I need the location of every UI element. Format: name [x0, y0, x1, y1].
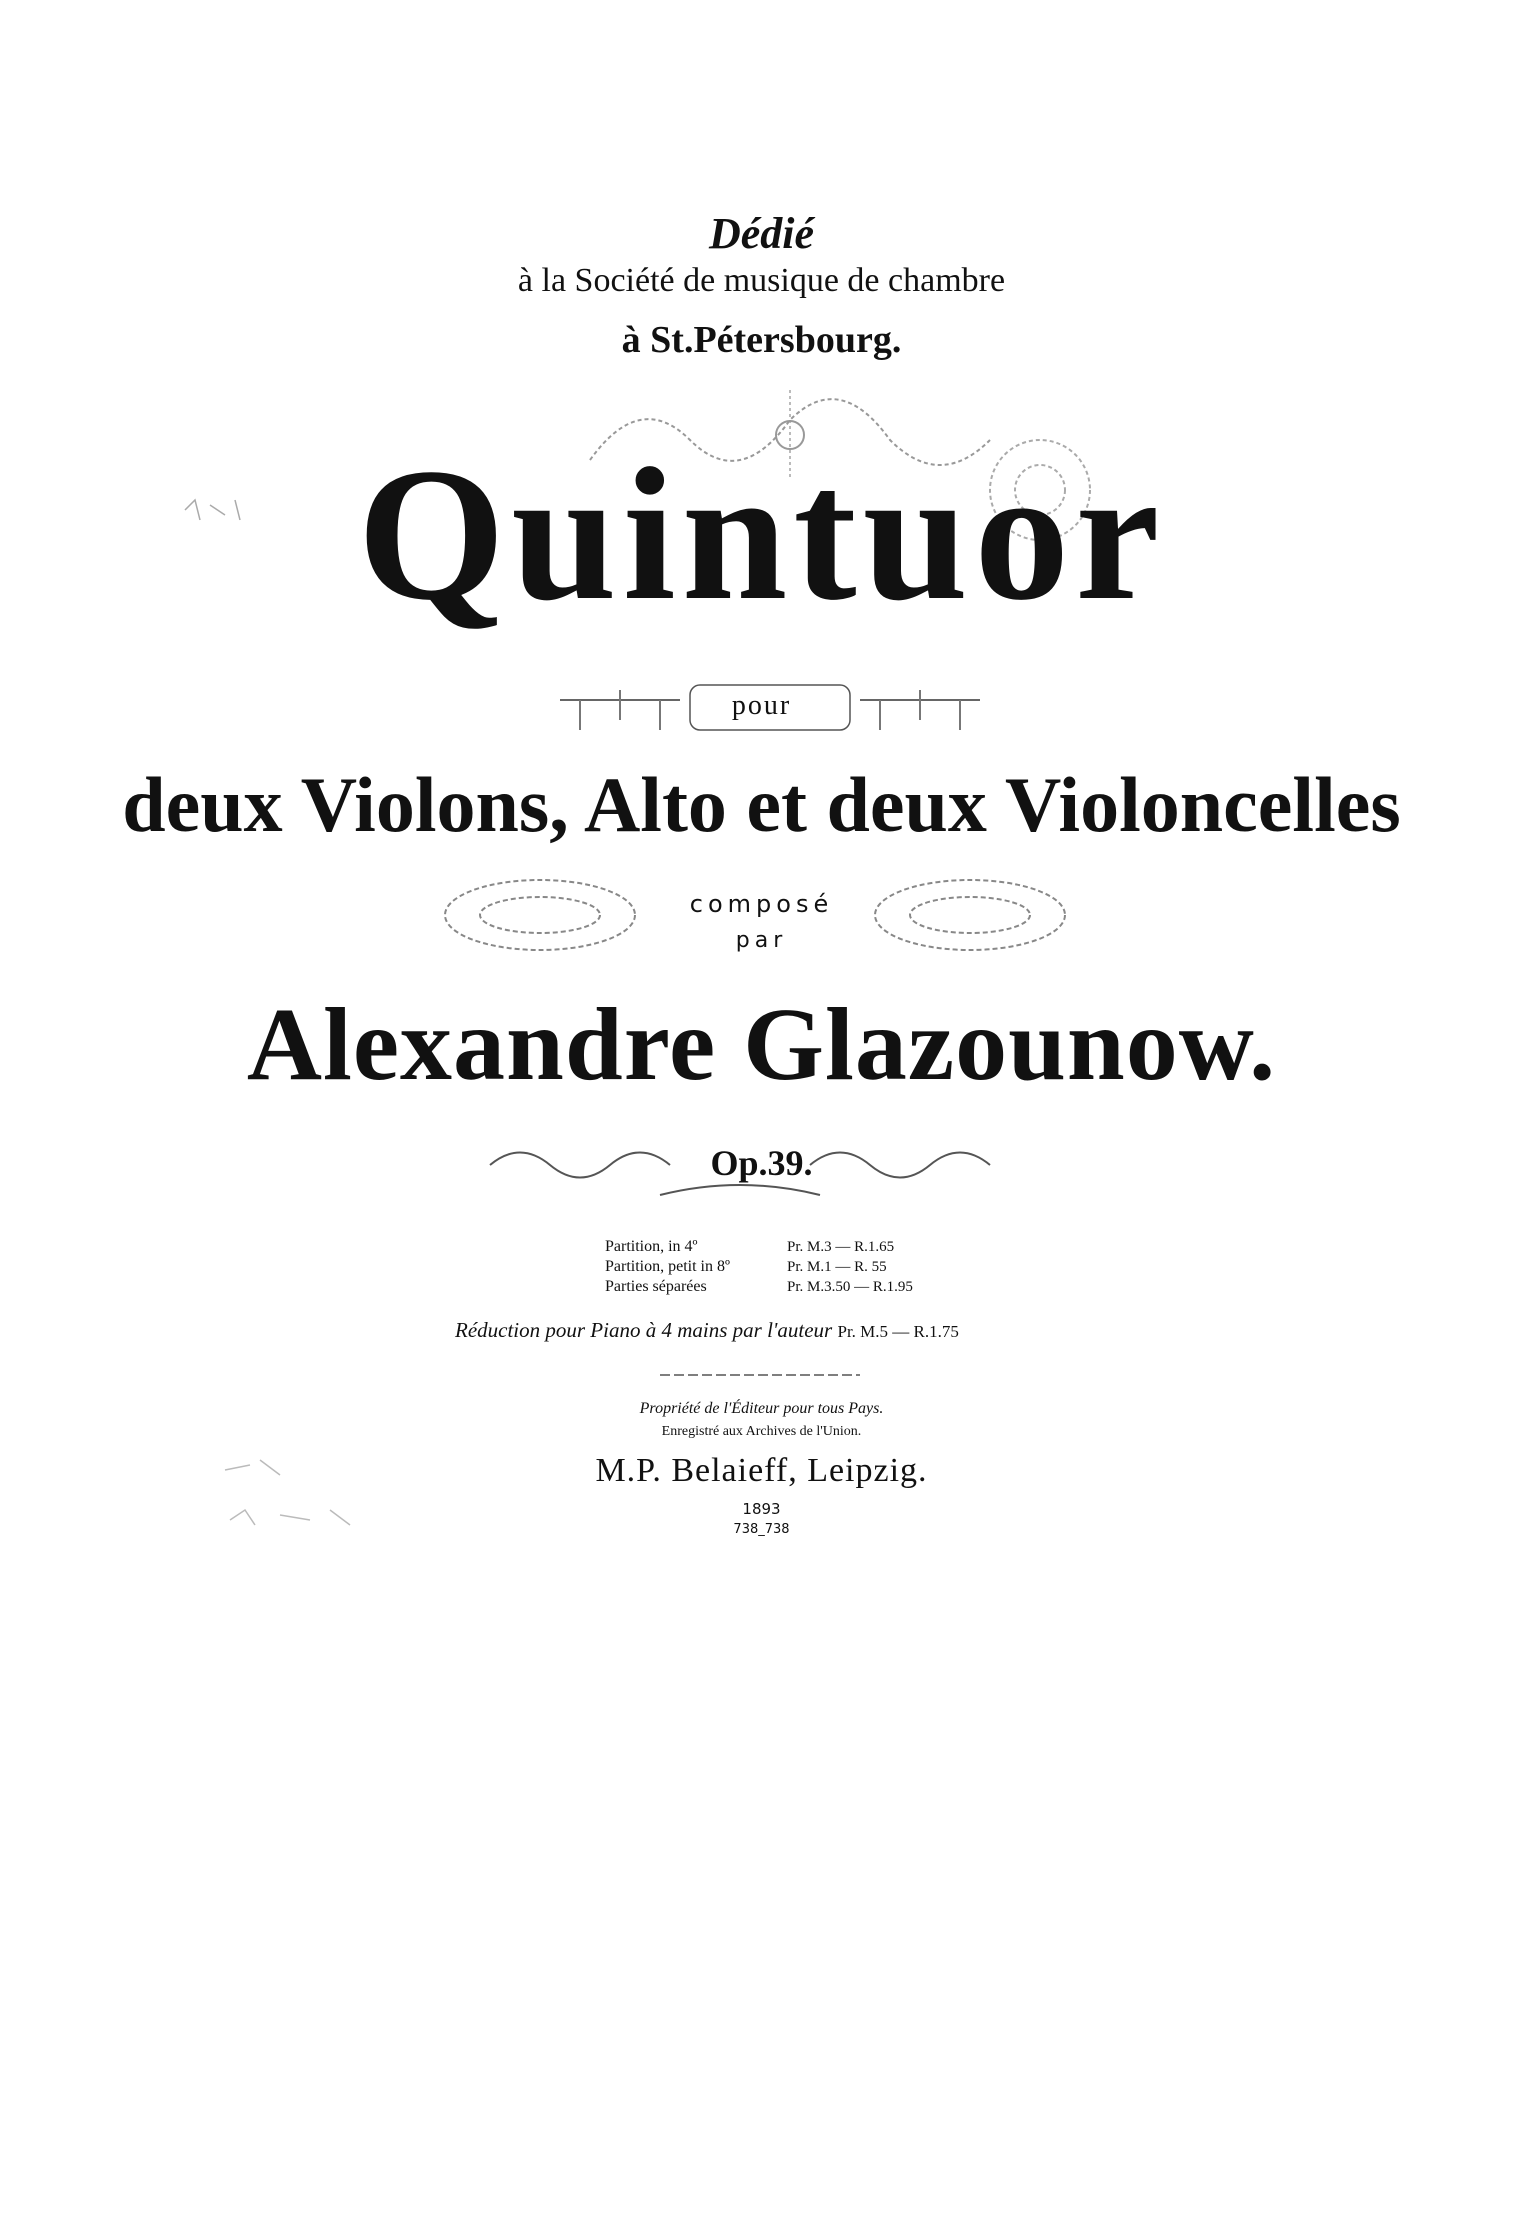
work-title: Quintuor	[357, 430, 1166, 640]
publisher-name: M.P. Belaieff, Leipzig.	[595, 1452, 928, 1489]
price-value: Pr. M.3 — R.1.65	[787, 1239, 895, 1255]
opus-number: Op.39.	[710, 1143, 813, 1183]
price-row	[605, 1278, 913, 1296]
dedication-line-1: à la Société de musique de chambre	[517, 262, 1006, 299]
price-value: Pr. M.1 — R. 55	[787, 1259, 887, 1275]
composer-name: Alexandre Glazounow.	[246, 987, 1277, 1102]
reduction-price: Pr. M.5 — R.1.75	[837, 1322, 959, 1341]
price-label: Partition, petit in 8º	[605, 1258, 730, 1275]
pencil-marks	[220, 1430, 420, 1550]
dedication-line-2: à St.Pétersbourg.	[621, 319, 902, 361]
pour-label: pour	[731, 690, 792, 721]
dedication-heading: Dédié	[708, 209, 815, 258]
price-row	[605, 1258, 887, 1276]
reduction-line	[455, 1318, 959, 1343]
price-label: Parties séparées	[605, 1278, 707, 1295]
registration-notice: Enregistré aux Archives de l'Union.	[661, 1424, 862, 1439]
copyright-notice: Propriété de l'Éditeur pour tous Pays.	[639, 1400, 884, 1417]
par-label: par	[735, 928, 788, 953]
publication-year: 1893	[742, 1500, 781, 1518]
plate-number: 738_738	[733, 1522, 790, 1537]
separator-rule	[660, 1372, 860, 1378]
instrumentation: deux Violons, Alto et deux Violoncelles	[122, 761, 1401, 848]
price-value: Pr. M.3.50 — R.1.95	[787, 1279, 913, 1295]
compose-label: composé	[689, 890, 834, 918]
price-row	[605, 1238, 894, 1256]
reduction-label: Réduction pour Piano à 4 mains par l'auteur	[455, 1318, 833, 1342]
price-label: Partition, in 4º	[605, 1238, 698, 1255]
pencil-marks	[180, 490, 260, 530]
